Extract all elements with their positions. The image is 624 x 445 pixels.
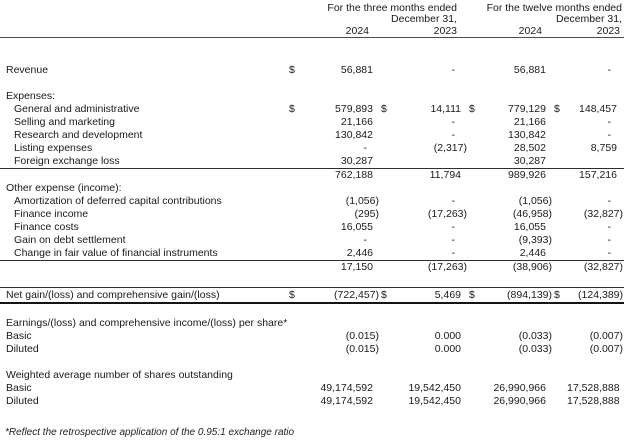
value-cell: 28,502	[513, 142, 546, 154]
value-cell: 19,542,450	[408, 395, 461, 407]
row-label: Basic	[6, 382, 32, 394]
value-cell: 30,287	[340, 155, 373, 167]
table-row	[0, 234, 624, 247]
table-row	[0, 38, 624, 51]
table-row	[0, 129, 624, 142]
date-subheader-three-months: December 31,	[391, 13, 457, 25]
value-cell: 16,055	[513, 221, 546, 233]
row-label: Selling and marketing	[14, 116, 115, 128]
value-cell: 19,542,450	[408, 382, 461, 394]
value-cell: 2,446	[519, 247, 546, 259]
value-cell: 148,457	[579, 103, 617, 115]
year-column-header: 2024	[345, 25, 369, 37]
value-cell: 2,446	[346, 247, 373, 259]
value-cell: -	[607, 234, 611, 246]
value-cell: 26,990,966	[493, 382, 546, 394]
value-cell: (17,263)	[427, 208, 467, 220]
row-label: Basic	[6, 330, 32, 342]
value-cell: -	[363, 234, 367, 246]
value-cell: 157,216	[579, 169, 617, 181]
value-cell: (32,827)	[583, 208, 623, 220]
value-cell: (0.007)	[589, 343, 623, 355]
value-cell: 5,469	[434, 289, 461, 301]
table-row	[0, 287, 624, 304]
header-spacer	[380, 25, 394, 37]
dollar-sign: $	[381, 103, 387, 115]
table-row	[0, 77, 624, 90]
table-row	[0, 343, 624, 356]
table-row	[0, 103, 624, 116]
value-cell: 21,166	[340, 116, 373, 128]
period-header-twelve-months: For the twelve months ended	[486, 2, 622, 14]
dollar-sign: $	[289, 64, 295, 76]
value-cell: 779,129	[508, 103, 546, 115]
row-label: Revenue	[6, 64, 49, 76]
row-label: Amortization of deferred capital contributions	[14, 195, 222, 207]
value-cell: 0.000	[434, 343, 461, 355]
value-cell: -	[363, 142, 367, 154]
table-row	[0, 116, 624, 129]
dollar-sign: $	[469, 103, 475, 115]
value-cell: 16,055	[340, 221, 373, 233]
table-row	[0, 208, 624, 221]
header-spacer	[0, 14, 288, 25]
value-cell: 17,528,888	[567, 382, 620, 394]
row-label: Weighted average number of shares outstanding	[6, 369, 233, 381]
table-row	[0, 168, 624, 182]
row-label: Expenses:	[6, 90, 56, 102]
value-cell: 11,794	[429, 169, 461, 181]
year-column-header: 2023	[433, 25, 457, 37]
value-cell: 56,881	[513, 64, 546, 76]
value-cell: (124,389)	[578, 289, 623, 301]
value-cell: (17,263)	[427, 261, 467, 273]
value-cell: (1,056)	[345, 195, 379, 207]
table-row	[0, 155, 624, 168]
period-header-three-months: For the three months ended	[327, 2, 457, 14]
row-label: Diluted	[6, 343, 39, 355]
table-row	[0, 64, 624, 77]
table-row	[0, 221, 624, 234]
table-row	[0, 182, 624, 195]
value-cell: -	[607, 129, 611, 141]
value-cell: (0.033)	[518, 330, 552, 342]
table-row	[0, 356, 624, 369]
row-label: Foreign exchange loss	[14, 155, 120, 167]
value-cell: -	[607, 64, 611, 76]
value-cell: 56,881	[340, 64, 373, 76]
row-label: Listing expenses	[14, 142, 93, 154]
table-row	[0, 195, 624, 208]
value-cell: 49,174,592	[320, 395, 373, 407]
value-cell: -	[607, 247, 611, 259]
value-cell: -	[451, 247, 455, 259]
header-spacer	[288, 25, 300, 37]
value-cell: -	[451, 221, 455, 233]
value-cell: 0.000	[434, 330, 461, 342]
table-row	[0, 247, 624, 260]
value-cell: (0.015)	[345, 330, 379, 342]
year-column-header: 2024	[518, 25, 542, 37]
row-label: Net gain/(loss) and comprehensive gain/(loss)	[6, 289, 220, 301]
value-cell: -	[607, 195, 611, 207]
row-label: Gain on debt settlement	[14, 234, 126, 246]
table-row	[0, 330, 624, 343]
value-cell: (0.007)	[589, 330, 623, 342]
value-cell: (295)	[354, 208, 379, 220]
footnote: *Reflect the retrospective application of the 0.95:1 exchange ratio	[5, 427, 295, 438]
table-header	[0, 0, 624, 38]
value-cell: (894,139)	[507, 289, 552, 301]
dollar-sign: $	[554, 289, 560, 301]
value-cell: (0.033)	[518, 343, 552, 355]
row-label: Earnings/(loss) and comprehensive income/(loss) per share*	[6, 317, 288, 329]
date-subheader-twelve-months: December 31,	[556, 13, 622, 25]
value-cell: 30,287	[513, 155, 546, 167]
header-spacer	[468, 25, 482, 37]
table-row	[0, 51, 624, 64]
table-row	[0, 142, 624, 155]
value-cell: 17,528,888	[567, 395, 620, 407]
value-cell: 17,150	[340, 261, 373, 273]
value-cell: -	[451, 116, 455, 128]
table-row	[0, 260, 624, 274]
value-cell: 26,990,966	[493, 395, 546, 407]
table-row	[0, 317, 624, 330]
value-cell: (0.015)	[345, 343, 379, 355]
value-cell: -	[451, 129, 455, 141]
table-row	[0, 395, 624, 408]
value-cell: 49,174,592	[320, 382, 373, 394]
dollar-sign: $	[289, 289, 295, 301]
value-cell: -	[451, 64, 455, 76]
value-cell: -	[607, 221, 611, 233]
value-cell: 130,842	[335, 129, 373, 141]
value-cell: (32,827)	[583, 261, 623, 273]
header-spacer	[0, 25, 288, 37]
value-cell: (9,393)	[518, 234, 552, 246]
row-label: General and administrative	[14, 103, 140, 115]
table-row	[0, 382, 624, 395]
row-label: Diluted	[6, 395, 39, 407]
value-cell: -	[451, 234, 455, 246]
row-label: Research and development	[14, 129, 143, 141]
row-label: Finance costs	[14, 221, 79, 233]
value-cell: 130,842	[508, 129, 546, 141]
header-spacer	[0, 3, 288, 14]
dollar-sign: $	[289, 103, 295, 115]
value-cell: (2,317)	[433, 142, 467, 154]
value-cell: (722,457)	[334, 289, 379, 301]
header-spacer	[553, 25, 567, 37]
row-label: Other expense (income):	[6, 182, 122, 194]
table-row	[0, 369, 624, 382]
statement-body	[0, 38, 624, 408]
table-row	[0, 90, 624, 103]
value-cell: (1,056)	[518, 195, 552, 207]
value-cell: 21,166	[513, 116, 546, 128]
value-cell: 989,926	[508, 169, 546, 181]
table-row	[0, 274, 624, 287]
value-cell: -	[607, 116, 611, 128]
dollar-sign: $	[469, 289, 475, 301]
value-cell: 579,893	[335, 103, 373, 115]
value-cell: 762,188	[335, 169, 373, 181]
value-cell: -	[451, 195, 455, 207]
dollar-sign: $	[554, 103, 560, 115]
value-cell: 14,111	[430, 103, 461, 115]
row-label: Finance income	[14, 208, 89, 220]
dollar-sign: $	[381, 289, 387, 301]
value-cell: (38,906)	[512, 261, 552, 273]
table-row	[0, 304, 624, 317]
value-cell: (46,958)	[512, 208, 552, 220]
year-column-header: 2023	[596, 25, 620, 37]
value-cell: 8,759	[590, 142, 617, 154]
row-label: Change in fair value of financial instruments	[14, 247, 218, 259]
